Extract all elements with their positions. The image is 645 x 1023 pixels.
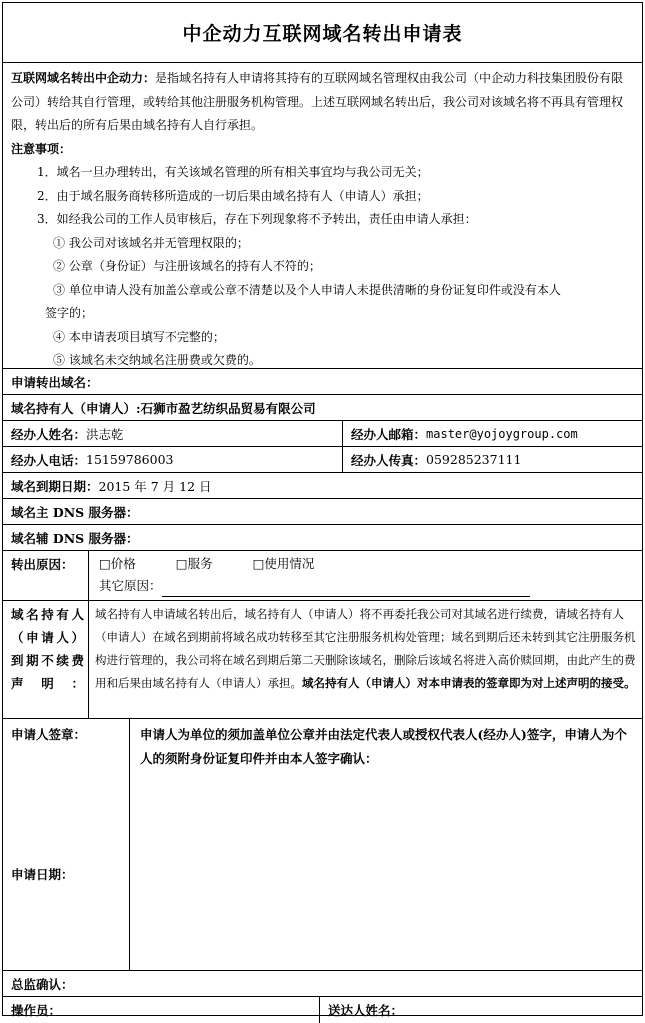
notice-item-3: 3．如经我公司的工作人员审核后，存在下列现象将不予转出，责任由申请人承担： <box>37 212 477 226</box>
expiry-value: 2015 年 7 月 12 日 <box>98 478 212 494</box>
intro-paragraph <box>11 67 634 138</box>
domain-label: 申请转出域名： <box>11 374 99 390</box>
agent-name-label: 经办人姓名： <box>11 426 87 442</box>
notice-subitem-1: ① 我公司对该域名并无管理权限的； <box>53 235 249 250</box>
agent-fax-label: 经办人传真： <box>351 452 427 468</box>
holder-value: 石狮市盈艺纺织品贸易有限公司 <box>140 400 316 416</box>
transfer-reason-options <box>89 551 530 600</box>
expiry-field[interactable] <box>3 473 642 499</box>
expiry-label: 域名到期日期： <box>11 478 99 494</box>
supervisor-label: 总监确认： <box>11 976 74 992</box>
notice-subitem-5: ⑤ 该域名未交纳域名注册费或欠费的。 <box>53 353 261 367</box>
declaration-label: 域名持有人（申请人）到期不续费声明： <box>3 601 89 718</box>
notice-subitem-3: ③ 单位申请人没有加盖公章或公章不清楚以及个人申请人未提供清晰的身份证复印件或没有本人 <box>53 282 561 297</box>
operator-label: 操作员： <box>11 1003 62 1018</box>
signature-area[interactable] <box>130 719 642 970</box>
dns-primary-field[interactable] <box>3 499 642 525</box>
notice-label: 注意事项： <box>11 141 72 156</box>
agent-name-field[interactable] <box>3 421 343 446</box>
other-reason-input[interactable] <box>162 582 530 597</box>
form-title: 中企动力互联网域名转出申请表 <box>3 3 642 63</box>
reason-price-checkbox[interactable]: □价格 <box>99 556 136 571</box>
notice-item-1: 1．域名一旦办理转出，有关该域名管理的所有相关事宜均与我公司无关； <box>37 165 429 179</box>
dns-primary-label: 域名主 DNS 服务器： <box>11 504 139 520</box>
other-reason-label: 其它原因： <box>99 578 162 593</box>
agent-fax-field[interactable] <box>343 447 521 472</box>
agent-phone-label: 经办人电话： <box>11 452 87 468</box>
reason-usage-checkbox[interactable]: □使用情况 <box>252 556 315 571</box>
intro-lead-label: 互联网域名转出中企动力： <box>11 71 156 85</box>
declaration-row <box>3 601 642 719</box>
agent-fax-value: 059285237111 <box>426 452 522 467</box>
signature-row <box>3 719 642 971</box>
signature-instruction: 申请人为单位的须加盖单位公章并由法定代表人或授权代表人(经办人)签字，申请人为个人的须附身份证复印件并由本人签字确认： <box>140 727 627 766</box>
intro-section <box>3 63 642 369</box>
agent-phone-field[interactable] <box>3 447 343 472</box>
application-form <box>2 2 643 1016</box>
application-date-label: 申请日期： <box>11 867 74 882</box>
operator-field[interactable] <box>3 997 320 1023</box>
reason-service-checkbox[interactable]: □服务 <box>175 556 213 571</box>
transfer-reason-row <box>3 551 642 601</box>
agent-name-email-row <box>3 421 642 447</box>
agent-email-field[interactable] <box>343 421 578 446</box>
signature-labels <box>3 719 130 970</box>
agent-phone-value: 15159786003 <box>86 452 174 467</box>
supervisor-field[interactable] <box>3 971 642 997</box>
notice-subitem-2: ② 公章（身份证）与注册该域名的持有人不符的； <box>53 259 321 273</box>
transfer-reason-label: 转出原因： <box>3 551 89 600</box>
notice-item-2: 2．由于域名服务商转移所造成的一切后果由域名持有人（申请人）承担； <box>37 188 429 203</box>
agent-email-value: master@yojoygroup.com <box>426 426 578 441</box>
intro-lead-text: 是指域名持有人申请将其持有的互联网域名管理权由我公司（中企动力科技集团股份有限公司）转给其自行管理，或转给其他注册服务机构管理。上述互联网域名转出后，我公司对该域名将不再具有管理权限，转出后的所有后果由域名持有人自行承担。 <box>11 71 624 132</box>
notice-subitem-3-cont: 签字的； <box>45 306 94 320</box>
sender-label: 送达人姓名： <box>328 1003 404 1018</box>
dns-secondary-label: 域名辅 DNS 服务器： <box>11 530 139 546</box>
declaration-text <box>89 601 642 718</box>
domain-field[interactable] <box>3 369 642 395</box>
holder-field[interactable] <box>3 395 642 421</box>
signature-label: 申请人签章： <box>11 727 87 742</box>
sender-field[interactable] <box>320 997 403 1023</box>
notice-subitem-4: ④ 本申请表项目填写不完整的； <box>53 329 225 344</box>
agent-email-label: 经办人邮箱： <box>351 426 427 442</box>
dns-secondary-field[interactable] <box>3 525 642 551</box>
declaration-bold: 域名持有人（申请人）对本申请表的签章即为对上述声明的接受。 <box>302 676 636 690</box>
agent-phone-fax-row <box>3 447 642 473</box>
holder-label: 域名持有人（申请人）: <box>11 400 141 416</box>
operator-sender-row <box>3 997 642 1023</box>
declaration-body: 域名持有人申请域名转出后，域名持有人（申请人）将不再委托我公司对其域名进行续费，请域名持有人（申请人）在域名到期前将域名成功转移至其它注册服务机构处管理；域名到期后还未转到其它注册服务机构进行管理的，我公司将在域名到期后第二天删除该域名，删除后该域名将进入高价赎回期，由此产生的费用和后果由域名持有人（申请人）承担。 <box>95 607 636 690</box>
agent-name-value: 洪志乾 <box>86 426 124 442</box>
